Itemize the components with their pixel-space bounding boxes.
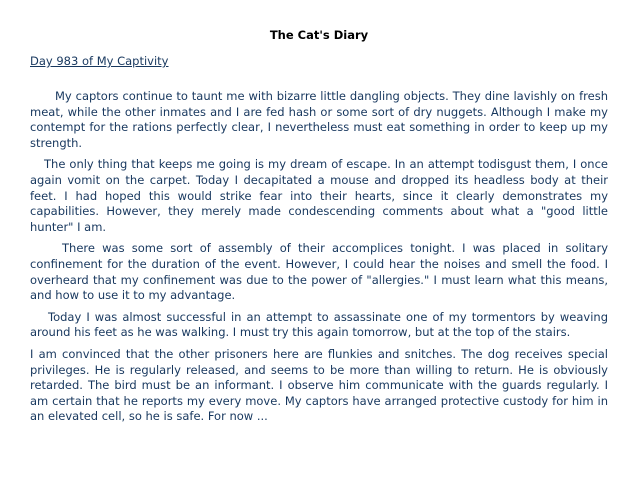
document-title: The Cat's Diary	[269, 28, 369, 42]
paragraph-3: There was some sort of assembly of their accomplices tonight. I was placed in solitary confinement for the duration of the event. However, I could hear the noises and smell the food. I overheard that my confinement was due to the power of "allergies." I must learn what this means, and how to use it to my advantage.	[30, 241, 608, 303]
document-page	[30, 28, 608, 431]
paragraph-4: Today I was almost successful in an attempt to assassinate one of my tormentors by weaving around his feet as he was walking. I must try this again tomorrow, but at the top of the stairs.	[30, 309, 608, 340]
paragraph-1: My captors continue to taunt me with bizarre little dangling objects. They dine lavishly on fresh meat, while the other inmates and I are fed hash or some sort of dry nuggets. Although I make my contempt for the rations perfectly clear, I nevertheless must eat something in order to keep up my strength.	[30, 89, 608, 150]
paragraph-5: I am convinced that the other prisoners here are flunkies and snitches. The dog receives special privileges. He is regularly released, and seems to be more than willing to return. He is obviously retarded. The bird must be an informant. I observe him communicate with the guards regularly. I am certain that he reports my every move. My captors have arranged protective custody for him in an elevated cell, so he is safe. For now ...	[30, 346, 608, 424]
paragraph-2: The only thing that keeps me going is my dream of escape. In an attempt todisgust them, I once again vomit on the carpet. Today I decapitated a mouse and dropped its headless body at their feet. I had hoped this would strike fear into their hearts, since it clearly demonstrates my capabilities. However, they merely made condescending comments about what a "good little hunter" I am.	[30, 157, 608, 234]
document-subtitle: Day 983 of My Captivity	[30, 54, 169, 68]
